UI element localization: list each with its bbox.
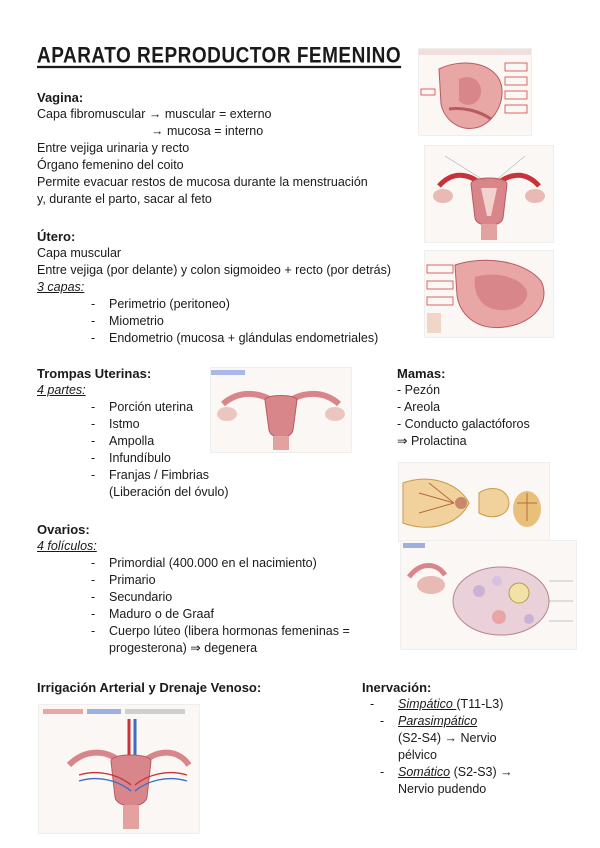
vascular-figure: [38, 704, 200, 834]
inervacion-cont: Nervio pudendo: [398, 782, 487, 796]
trompas-section: [37, 366, 229, 501]
uterus-layers-figure: [424, 250, 554, 338]
inervacion-name: Parasimpático: [398, 714, 478, 728]
inervacion-name: Somático: [398, 765, 451, 779]
utero-section: [37, 229, 391, 347]
utero-line: Entre vejiga (por delante) y colon sigmoideo + recto (por detrás): [37, 263, 391, 277]
inervacion-detail: (T11-L3): [456, 697, 504, 711]
list-item: - Franjas / Fimbrias: [109, 467, 229, 484]
vagina-line: Órgano femenino del coito: [37, 158, 184, 172]
utero-heading: Útero:: [37, 229, 76, 244]
list-item: - Primordial (400.000 en el nacimiento): [109, 555, 350, 572]
mamas-section: [397, 366, 530, 450]
list-item: - Maduro o de Graaf: [109, 606, 350, 623]
mamas-heading: Mamas:: [397, 366, 446, 381]
trompas-heading: Trompas Uterinas:: [37, 366, 152, 381]
trompas-note: (Liberación del óvulo): [109, 485, 229, 499]
vagina-section: [37, 90, 368, 208]
mamas-line: ⇒ Prolactina: [397, 434, 467, 448]
ovarios-sub: 4 folículos:: [37, 539, 97, 553]
vagina-line: Permite evacuar restos de mucosa durante la menstruación: [37, 175, 368, 189]
utero-list: [109, 296, 391, 347]
list-item: - Miometrio: [109, 313, 391, 330]
mamas-line: - Areola: [397, 400, 441, 414]
page-title: APARATO REPRODUCTOR FEMENINO: [37, 44, 402, 69]
vagina-line: Entre vejiga urinaria y recto: [37, 141, 190, 155]
ovarios-list: [109, 555, 350, 640]
mamas-line: - Pezón: [397, 383, 441, 397]
irrigacion-heading: Irrigación Arterial y Drenaje Venoso:: [37, 680, 262, 695]
inervacion-name: Simpático: [398, 697, 457, 711]
inervacion-item-simpatico: - Simpático (T11-L3): [370, 697, 504, 711]
inervacion-heading: Inervación:: [362, 680, 432, 695]
ovarios-cont: progesterona) ⇒ degenera: [109, 641, 258, 655]
uterus-coronal-figure: [424, 145, 554, 243]
mamas-line: - Conducto galactóforos: [397, 417, 530, 431]
list-item: - Infundíbulo: [109, 450, 229, 467]
inervacion-cont: (S2-S4) → Nervio: [398, 731, 497, 745]
list-item: - Perimetrio (peritoneo): [109, 296, 391, 313]
inervacion-item-somatico: - Somático (S2-S3) →: [380, 765, 513, 779]
sagittal-pelvis-figure: [418, 48, 532, 136]
ovarios-heading: Ovarios:: [37, 522, 90, 537]
list-item: - Ampolla: [109, 433, 229, 450]
trompas-sub: 4 partes:: [37, 383, 86, 397]
list-item: - Primario: [109, 572, 350, 589]
inervacion-item-parasimpatico: - Parasimpático: [380, 714, 478, 728]
inervacion-section: [362, 680, 513, 798]
vagina-line: Capa fibromuscular → muscular = externo: [37, 107, 272, 121]
vagina-line: y, durante el parto, sacar al feto: [37, 192, 212, 206]
list-item: - Cuerpo lúteo (libera hormonas femeninas =: [109, 623, 350, 640]
list-item: - Secundario: [109, 589, 350, 606]
ovary-figure: [400, 540, 577, 650]
list-item: - Porción uterina: [109, 399, 229, 416]
utero-sub: 3 capas:: [37, 280, 85, 294]
vagina-heading: Vagina:: [37, 90, 84, 105]
inervacion-detail: (S2-S3) →: [450, 765, 513, 779]
list-item: - Endometrio (mucosa + glándulas endometriales): [109, 330, 391, 347]
list-item: - Istmo: [109, 416, 229, 433]
breast-figure: [398, 462, 550, 542]
utero-line: Capa muscular: [37, 246, 122, 260]
ovarios-section: [37, 522, 350, 657]
vagina-line: → mucosa = interno: [151, 124, 264, 138]
inervacion-cont: pélvico: [398, 748, 437, 762]
fallopian-tubes-figure: [210, 367, 352, 453]
